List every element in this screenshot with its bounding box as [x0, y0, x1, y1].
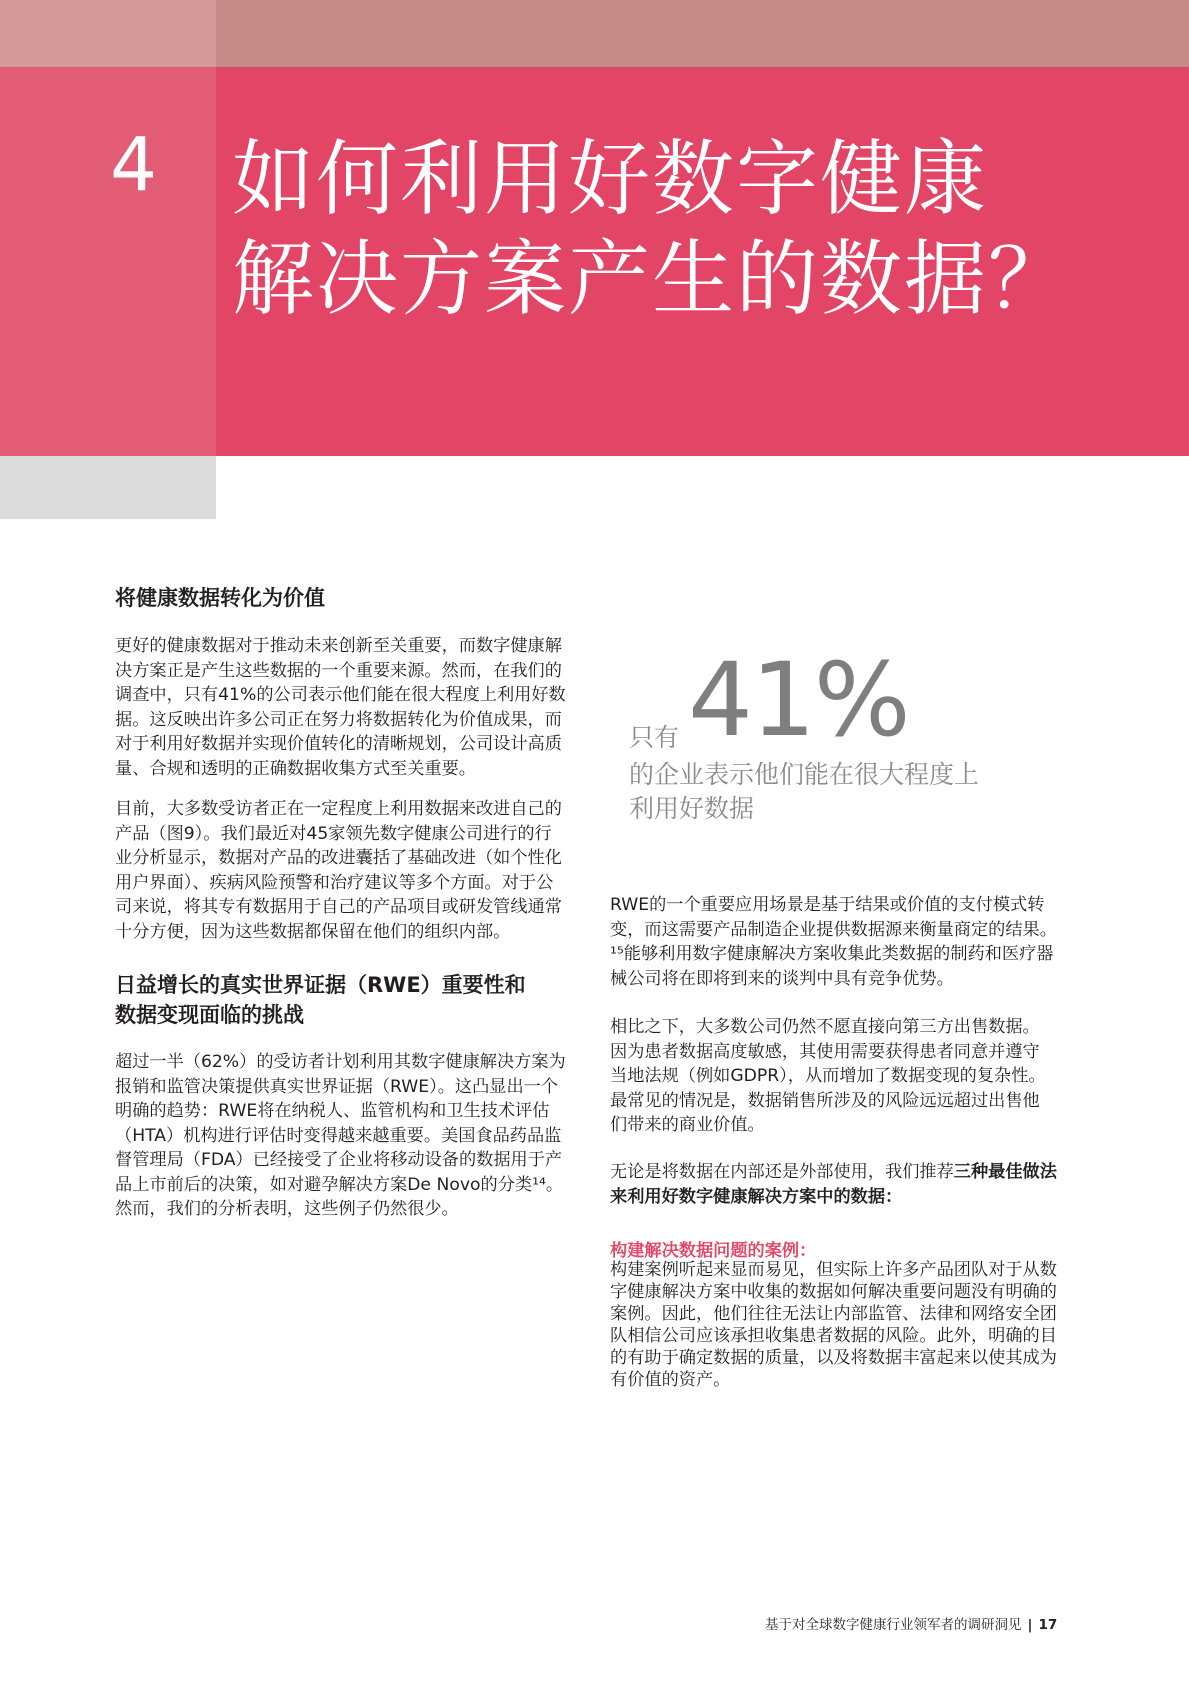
paragraph-rwe-payment: RWE的一个重要应用场景是基于结果或价值的支付模式转 变，而这需要产品制造企业提供数据源来衡量商定的结果。 ¹⁵能够利用数字健康解决方案收集此类数据的制药和医疗器 械公司将在即将到来的谈判中具有竞争优势。	[610, 895, 1057, 989]
banner-left-panel	[0, 67, 216, 456]
paragraph-intro: 更好的健康数据对于推动未来创新至关重要，而数字健康解 决方案正是产生这些数据的一个重要来源。然而，在我们的 调查中，只有41%的公司表示他们能在很大程度上利用好数 据。这反映出许多公司正在努力将数据转化为价值成果，而 对于利用好数据并实现价值转化的清晰规划，公司设计高质 量、合规和透明的正确数据收集方式至关重要。	[115, 636, 566, 779]
stat-value: 41%	[688, 641, 909, 760]
stat-prefix: 只有	[629, 723, 680, 752]
page-footer	[765, 1613, 1057, 1633]
section-heading-rwe: 日益增长的真实世界证据（RWE）重要性和 数据变现面临的挑战	[115, 973, 526, 1027]
top-bar	[216, 0, 1189, 67]
case-heading: 构建解决数据问题的案例：	[610, 1241, 817, 1261]
footer-separator: |	[1027, 1617, 1033, 1633]
top-left-bar	[0, 0, 216, 67]
grey-tab	[0, 456, 216, 519]
section-heading-value: 将健康数据转化为价值	[115, 586, 325, 610]
paragraph-recommendation	[610, 1160, 1095, 1209]
stat-description: 的企业表示他们能在很大程度上 利用好数据	[629, 760, 980, 823]
recommendation-text: 无论是将数据在内部还是外部使用，我们推荐	[610, 1162, 954, 1182]
page-number: 17	[1038, 1617, 1058, 1633]
paragraph-rwe: 超过一半（62%）的受访者计划利用其数字健康解决方案为 报销和监管决策提供真实世界证据（RWE）。这凸显出一个 明确的趋势：RWE将在纳税人、监管机构和卫生技术评估 （HTA）机构进行评估时变得越来越重要。美国食品药品监 督管理局（FDA）已经接受了企业将移动设备的数据用于产 品上市前后的决策，如对避孕解决方案De Novo的分类¹⁴。 然而，我们的分析表明，这些例子仍然很少。	[115, 1052, 566, 1219]
paragraph-case: 构建案例听起来显而易见，但实际上许多产品团队对于从数 字健康解决方案中收集的数据如何解决重要问题没有明确的 案例。因此，他们往往无法让内部监管、法律和网络安全团 队相信公司应该承担收集患者数据的风险。此外，明确的目 的有助于确定数据的质量，以及将数据丰富起来以使其成为 有价值的资产。	[610, 1260, 1057, 1390]
chapter-number: 4	[110, 122, 158, 208]
paragraph-data-sales: 相比之下，大多数公司仍然不愿直接向第三方出售数据。 因为患者数据高度敏感，其使用需要获得患者同意并遵守 当地法规（例如GDPR），从而增加了数据变现的复杂性。 最常见的情况是，数据销售所涉及的风险远远超过出售他 们带来的商业价值。	[610, 1017, 1046, 1135]
recommendation-bold-2: 来利用好数字健康解决方案中的数据：	[610, 1186, 903, 1207]
chapter-title: 如何利用好数字健康 解决方案产生的数据？	[232, 132, 1073, 327]
footer-text: 基于对全球数字健康行业领军者的调研洞见	[765, 1617, 1022, 1633]
paragraph-current-usage: 目前，大多数受访者正在一定程度上利用数据来改进自己的 产品（图9）。我们最近对45家领先数字健康公司进行的行 业分析显示，数据对产品的改进囊括了基础改进（如个性化 用户界面）、疾病风险预警和治疗建议等多个方面。对于公 司来说，将其专有数据用于自己的产品项目或研发管线通常 十分方便，因为这些数据都保留在他们的组织内部。	[115, 799, 562, 942]
recommendation-bold: 三种最佳做法	[953, 1162, 1057, 1182]
